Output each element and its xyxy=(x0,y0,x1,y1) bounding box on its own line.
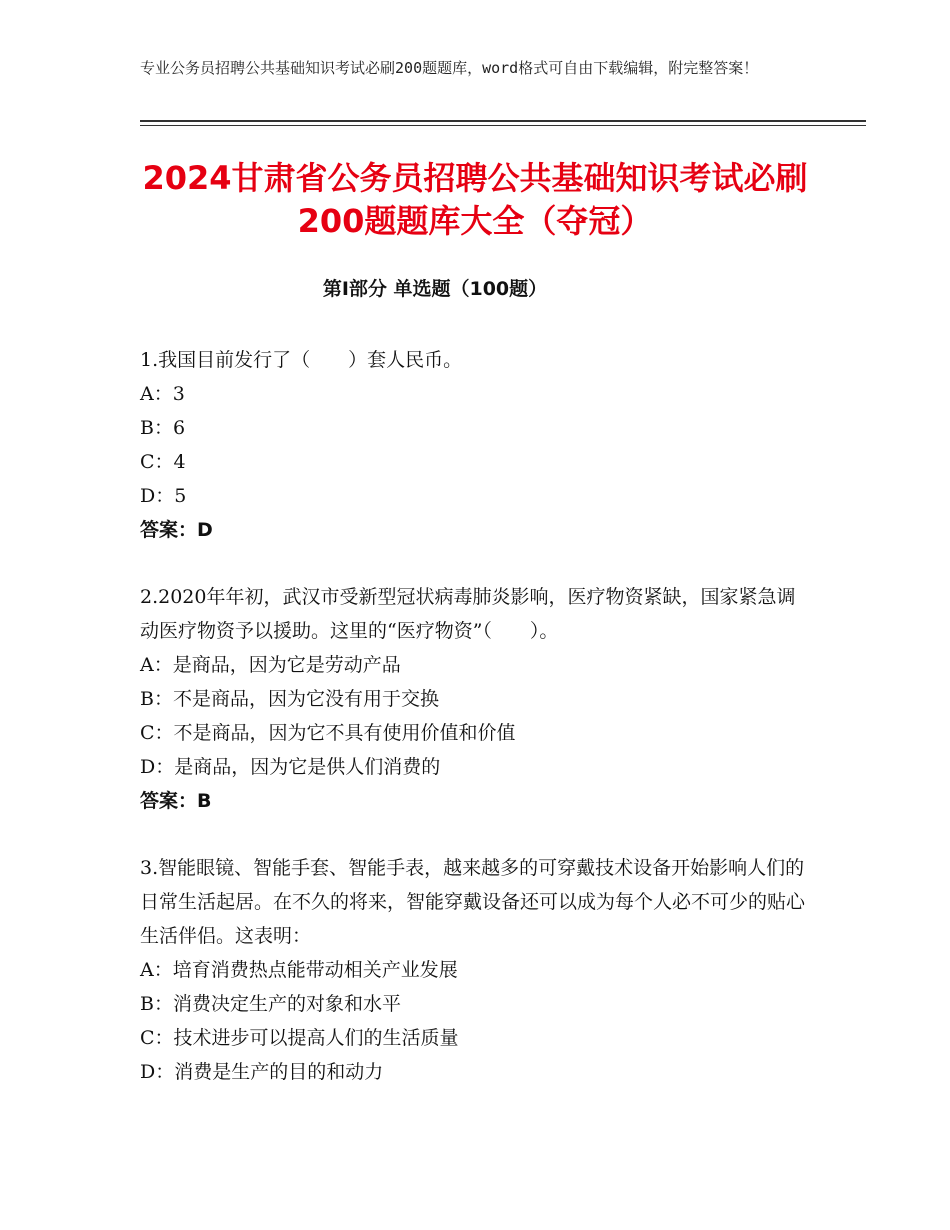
question-stem: 3.智能眼镜、智能手套、智能手表，越来越多的可穿戴技术设备开始影响人们的日常生活起居。在不久的将来，智能穿戴设备还可以成为每个人必不可少的贴心生活伴侣。这表明： xyxy=(140,857,806,947)
option-c: C：不是商品，因为它不具有使用价值和价值 xyxy=(140,722,516,744)
header-rule-thin xyxy=(140,125,866,126)
question-2 xyxy=(140,580,810,818)
section-title: 第Ⅰ部分 单选题（100题） xyxy=(322,278,548,300)
option-a: A：是商品，因为它是劳动产品 xyxy=(140,654,401,676)
header-note: 专业公务员招聘公共基础知识考试必刷200题题库，word格式可自由下载编辑，附完整答案！ xyxy=(140,59,759,77)
option-b: B：6 xyxy=(140,417,186,439)
question-stem: 2.2020年年初，武汉市受新型冠状病毒肺炎影响，医疗物资紧缺，国家紧急调动医疗物资予以援助。这里的“医疗物资”（ ）。 xyxy=(140,586,796,642)
option-b: B：不是商品，因为它没有用于交换 xyxy=(140,688,439,710)
document-title: 2024甘肃省公务员招聘公共基础知识考试必刷200题题库大全（夺冠） xyxy=(142,159,808,240)
question-list xyxy=(140,343,810,1122)
option-c: C：4 xyxy=(140,451,186,473)
answer-line: 答案：D xyxy=(140,519,213,541)
option-d: D：消费是生产的目的和动力 xyxy=(140,1061,384,1083)
answer-line: 答案：B xyxy=(140,790,212,812)
option-b: B：消费决定生产的对象和水平 xyxy=(140,993,401,1015)
header-rule-thick xyxy=(140,120,866,122)
question-1 xyxy=(140,343,810,547)
option-d: D：是商品，因为它是供人们消费的 xyxy=(140,756,441,778)
option-d: D：5 xyxy=(140,485,187,507)
option-a: A：3 xyxy=(140,383,185,405)
question-3 xyxy=(140,851,810,1089)
option-c: C：技术进步可以提高人们的生活质量 xyxy=(140,1027,459,1049)
option-a: A：培育消费热点能带动相关产业发展 xyxy=(140,959,458,981)
question-stem: 1.我国目前发行了（ ）套人民币。 xyxy=(140,349,463,371)
